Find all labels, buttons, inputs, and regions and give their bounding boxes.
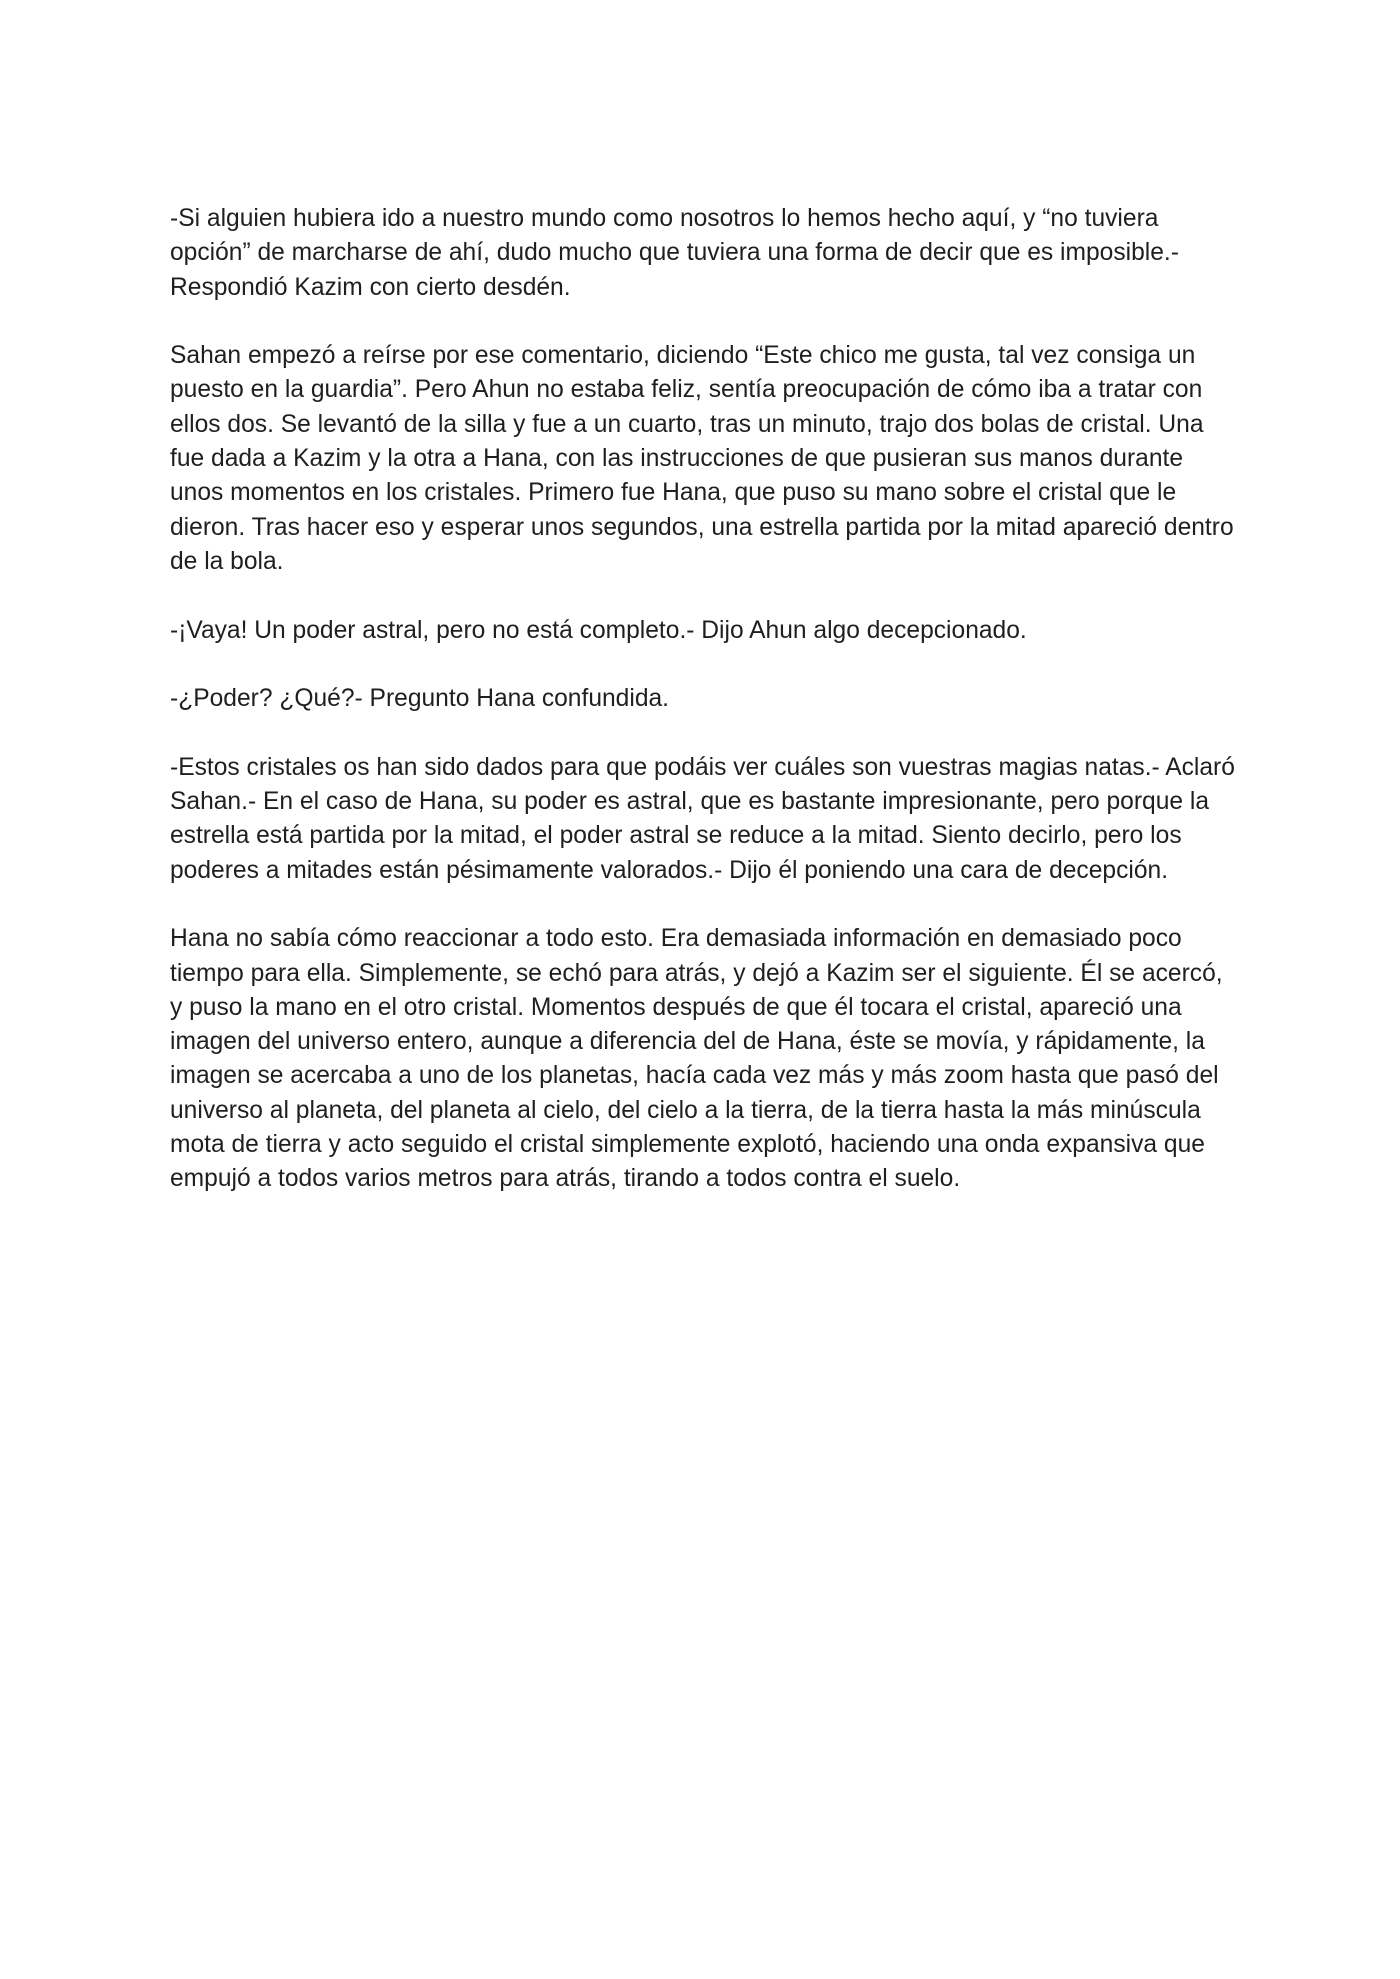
paragraph-hana-question: -¿Poder? ¿Qué?- Pregunto Hana confundida.	[170, 685, 670, 713]
paragraph-sahan-explains: -Estos cristales os han sido dados para que podáis ver cuáles son vuestras magias natas.- Aclaró Sahan.- En el caso de Hana, su poder es astral, que es bastante impresionante, pero porque la estrella está partida por la mitad, el poder astral se reduce a la mitad. Siento decirlo, pero los poderes a mitades están pésimamente valorados.- Dijo él poniendo una cara de decepción.	[170, 753, 1235, 884]
paragraph-kazim-crystal: Hana no sabía cómo reaccionar a todo esto. Era demasiada información en demasiado poco tiempo para ella. Simplemente, se echó para atrás, y dejó a Kazim ser el siguiente. Él se acercó, y puso la mano en el otro cristal. Momentos después de que él tocara el cristal, apareció una imagen del universo entero, aunque a diferencia del de Hana, éste se movía, y rápidamente, la imagen se acercaba a uno de los planetas, hacía cada vez más y más zoom hasta que pasó del universo al planeta, del planeta al cielo, del cielo a la tierra, de la tierra hasta la más minúscula mota de tierra y acto seguido el cristal simplemente explotó, haciendo una onda expansiva que empujó a todos varios metros para atrás, tirando a todos contra el suelo.	[170, 925, 1223, 1193]
paragraph-kazim-reply: -Si alguien hubiera ido a nuestro mundo como nosotros lo hemos hecho aquí, y “no tuviera opción” de marcharse de ahí, dudo mucho que tuviera una forma de decir que es imposible.- Respondió Kazim con cierto desdén.	[170, 205, 1179, 301]
document-body	[170, 202, 1240, 1197]
paragraph-crystal-balls: Sahan empezó a reírse por ese comentario, diciendo “Este chico me gusta, tal vez consiga un puesto en la guardia”. Pero Ahun no estaba feliz, sentía preocupación de cómo iba a tratar con ellos dos. Se levantó de la silla y fue a un cuarto, tras un minuto, trajo dos bolas de cristal. Una fue dada a Kazim y la otra a Hana, con las instrucciones de que pusieran sus manos durante unos momentos en los cristales. Primero fue Hana, que puso su mano sobre el cristal que le dieron. Tras hacer eso y esperar unos segundos, una estrella partida por la mitad apareció dentro de la bola.	[170, 342, 1234, 575]
paragraph-ahun-disappointed: -¡Vaya! Un poder astral, pero no está completo.- Dijo Ahun algo decepcionado.	[170, 616, 1027, 644]
